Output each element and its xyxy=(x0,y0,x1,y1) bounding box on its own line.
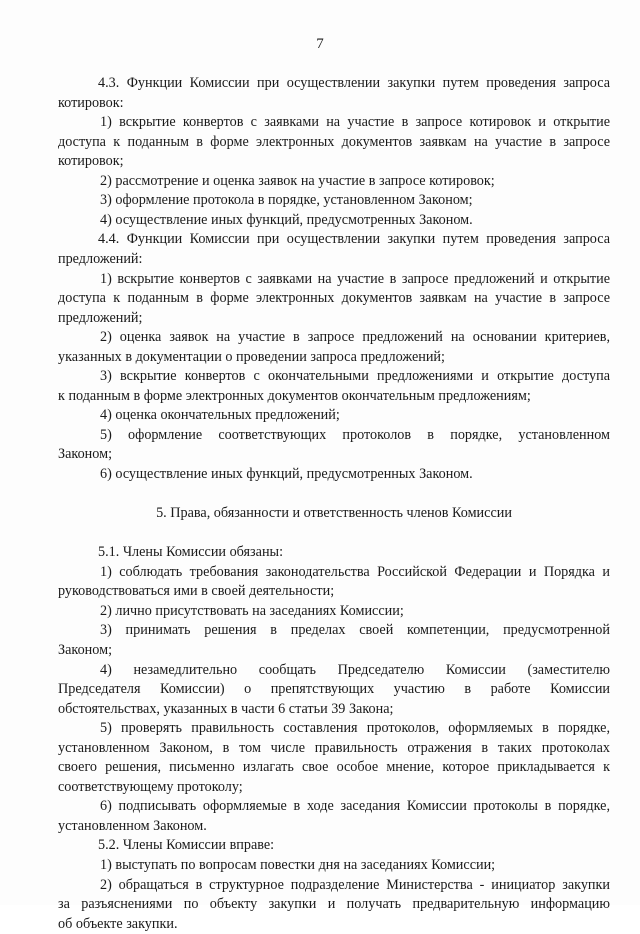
text-line: Председателя Комиссии) о препятствующих участию в работе Комиссии xyxy=(58,681,610,698)
text-line: 4) оценка окончательных предложений; xyxy=(100,407,340,424)
text-line: 1) соблюдать требования законодательства Российской Федерации и Порядка и xyxy=(100,563,610,580)
text-line: за разъяснениями по объекту закупки и получать предварительную информацию xyxy=(58,896,610,913)
text-line: предложений: xyxy=(58,250,143,267)
text-line: 6) подписывать оформляемые в ходе заседания Комиссии протоколы в порядке, xyxy=(100,798,610,815)
text-line: Законом; xyxy=(58,446,113,463)
text-line: 5) проверять правильность составления протоколов, оформляемых в порядке, xyxy=(100,720,610,737)
text-line: установленном Законом. xyxy=(58,817,207,834)
text-line: 3) принимать решения в пределах своей компетенции, предусмотренной xyxy=(100,622,610,639)
text-line: 1) выступать по вопросам повестки дня на заседаниях Комиссии; xyxy=(100,857,496,873)
text-line: 5) оформление соответствующих протоколов в порядке, установленном xyxy=(100,426,610,443)
text-line: 6) осуществление иных функций, предусмотренных Законом. xyxy=(100,466,473,482)
text-line: 1) вскрытие конвертов с заявками на участие в запросе предложений и открытие xyxy=(100,270,610,287)
text-line: соответствующему протоколу; xyxy=(58,778,243,795)
text-line: указанных в документации о проведении запроса предложений; xyxy=(58,348,445,365)
text-line: 2) оценка заявок на участие в запросе предложений на основании критериев, xyxy=(100,329,610,346)
text-line: предложений; xyxy=(58,309,143,326)
text-line: установленном Законом, в том числе правильность отражения в таких протоколах xyxy=(58,739,610,756)
text-line: 1) вскрытие конвертов с заявками на участие в запросе котировок и открытие xyxy=(100,114,610,131)
text-line: 5.1. Члены Комиссии обязаны: xyxy=(98,544,284,561)
text-line: руководствоваться ими в своей деятельности; xyxy=(58,583,335,600)
text-line: своего решения, письменно излагать свое особое мнение, которое прикладывается к xyxy=(58,759,610,776)
text-line: 4.3. Функции Комиссии при осуществлении закупки путем проведения запроса xyxy=(98,75,610,91)
text-line: котировок: xyxy=(58,94,124,111)
text-line: 3) вскрытие конвертов с окончательными предложениями и открытие доступа xyxy=(100,368,610,385)
text-line: котировок; xyxy=(58,153,124,170)
section-heading: 5. Права, обязанности и ответственность членов Комиссии xyxy=(156,505,512,522)
text-line: обстоятельствах, указанных в части 6 статьи 39 Закона; xyxy=(58,700,394,717)
text-line: к поданным в форме электронных документов окончательным предложениям; xyxy=(58,387,531,404)
text-line: 2) обращаться в структурное подразделение Министерства - инициатор закупки xyxy=(100,876,610,893)
text-line: 4.4. Функции Комиссии при осуществлении закупки путем проведения запроса xyxy=(98,231,610,248)
text-line: 4) осуществление иных функций, предусмотренных Законом. xyxy=(100,211,473,228)
text-line: 5.2. Члены Комиссии вправе: xyxy=(98,837,275,854)
text-line: 3) оформление протокола в порядке, установленном Законом; xyxy=(100,192,473,209)
text-line: 2) лично присутствовать на заседаниях Комиссии; xyxy=(100,602,404,619)
text-line: Законом; xyxy=(58,641,113,658)
text-line: доступа к поданным в форме электронных документов заявкам на участие в запросе xyxy=(58,133,610,150)
text-line: об объекте закупки. xyxy=(58,915,178,932)
page-number: 7 xyxy=(316,36,324,52)
text-line: 4) незамедлительно сообщать Председателю Комиссии (заместителю xyxy=(100,661,610,678)
text-line: доступа к поданным в форме электронных документов заявкам на участие в запросе xyxy=(58,290,610,307)
text-line: 2) рассмотрение и оценка заявок на участие в запросе котировок; xyxy=(100,172,495,189)
